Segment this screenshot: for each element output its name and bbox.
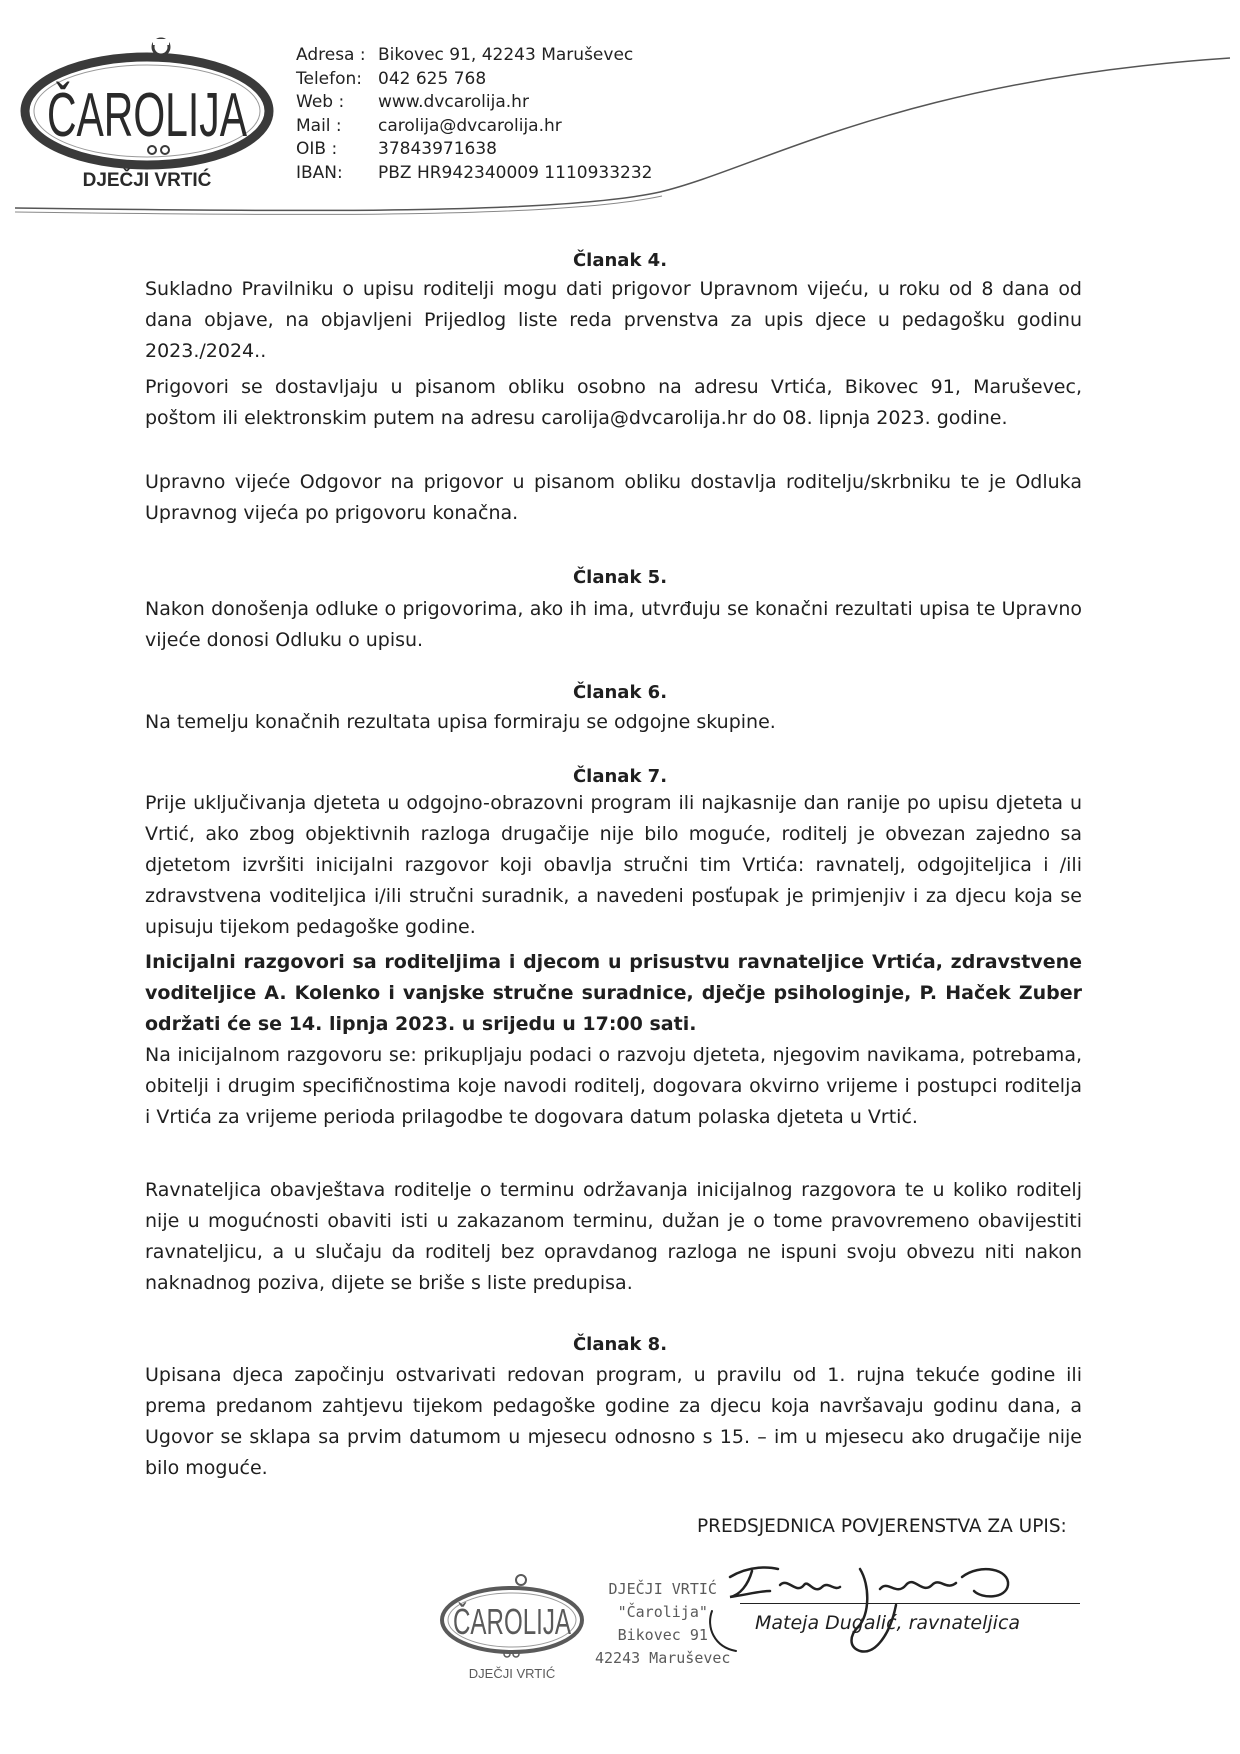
article-6-heading: Članak 6. [572,682,668,703]
carolija-logo [20,36,275,206]
contact-value: 042 625 768 [378,68,487,89]
contact-row-oib [296,138,652,162]
contact-label: Mail : [296,115,342,136]
signature-title: PREDSJEDNICA POVJERENSTVA ZA UPIS: [697,1516,1067,1537]
logo-name-text: ČAROLIJA [47,81,248,150]
stamp-line-3: Bikovec 91 [617,1626,708,1644]
contact-row-mail [296,115,652,139]
handwritten-signature [700,1555,1030,1665]
article-4-paragraph-3: Upravno vijeće Odgovor na prigovor u pisanom obliku dostavlja roditelju/skrbniku te je Odluka Upravnog vijeća po prigovoru konačna. [145,471,1082,524]
contact-row-phone [296,68,652,92]
contact-value: PBZ HR942340009 1110933232 [378,162,653,183]
article-4-heading: Članak 4. [572,250,668,271]
stamp-line-2: "Čarolija" [617,1603,708,1621]
contact-value[interactable]: www.dvcarolija.hr [378,92,529,112]
article-7-heading: Članak 7. [572,766,668,787]
article-6-paragraph-1: Na temelju konačnih rezultata upisa formiraju se odgojne skupine. [145,711,776,733]
stamp-logo [435,1568,590,1688]
article-7-paragraph-1: Prije uključivanja djeteta u odgojno-obrazovni program ili najkasnije dan ranije po upisu djeteta u Vrtić, ako zbog objektivnih razloga drugačije nije bilo moguće, roditelj je obvezan zajedno sa djetetom izvršiti inicijalni razgovor koji obavlja stručni tim Vrtića: ravnatelj, odgojiteljica i /ili zdravstvena voditeljica i/ili stručni suradnik, a navedeni posťupak je primjenjiv i za djecu koja se upisuju tijekom pedagoške godine. [145,792,1082,938]
article-8-heading: Članak 8. [572,1334,668,1355]
contact-label: Telefon: [296,68,363,89]
svg-text:DJEČJI VRTIĆ: DJEČJI VRTIĆ [468,1666,556,1681]
article-7-paragraph-3: Na inicijalnom razgovoru se: prikupljaju podaci o razvoju djeteta, njegovim navikama, potrebama, obitelji i drugim specifičnostima koje navodi roditelj, dogovara okvirno vrijeme i postupci roditelja i Vrtića za vrijeme perioda prilagodbe te dogovara datum polaska djeteta u Vrtić. [145,1044,1082,1128]
stamp-line-4: 42243 Maruševec [595,1649,731,1667]
contact-label: Adresa : [296,45,366,65]
contact-label: Web : [296,92,345,112]
contact-label: OIB : [296,139,338,159]
logo-subtitle-text: DJEČJI VRTIĆ [82,170,212,191]
article-4-paragraph-1: Sukladno Pravilniku o upisu roditelji mogu dati prigovor Upravnom vijeću, u roku od 8 dana od dana objave, na objavljeni Prijedlog liste reda prvenstva za upis djece u pedagošku godinu 2023./2024.. [145,278,1082,362]
article-7-paragraph-4: Ravnateljica obavještava roditelje o terminu održavanja inicijalnog razgovora te u koliko roditelj nije u mogućnosti obaviti isti u zakazanom terminu, dužan je o tome pravovremeno obavijestiti ravnateljicu, a u slučaju da roditelj bez opravdanog razloga ne ispuni svoju obvezu niti nakon naknadnog poziva, dijete se briše s liste predupisa. [145,1179,1082,1294]
article-7-paragraph-2-bold: Inicijalni razgovori sa roditeljima i djecom u prisustvu ravnateljice Vrtića, zdravstvene voditeljice A. Kolenko i vanjske stručne suradnice, dječje psihologinje, P. Haček Zuber održati će se 14. lipnja 2023. u srijedu u 17:00 sati. [145,951,1082,1035]
contact-row-iban [296,162,652,186]
contact-row-web [296,91,652,115]
article-4-paragraph-2: Prigovori se dostavljaju u pisanom obliku osobno na adresu Vrtića, Bikovec 91, Maruševec, poštom ili elektronskim putem na adresu carolija@dvcarolija.hr do 08. lipnja 2023. godine. [145,376,1082,429]
article-8-paragraph-1: Upisana djeca započinju ostvarivati redovan program, u pravilu od 1. rujna tekuće godine ili prema predanom zahtjevu tijekom pedagoške godine za djecu koja navršavaju godinu dana, a Ugovor se sklapa sa prvim datumom u mjesecu odnosno s 15. – im u mjesecu ako drugačije nije bilo moguće. [145,1364,1082,1479]
contact-row-address [296,44,652,68]
article-5-heading: Članak 5. [572,567,668,588]
contact-value: Bikovec 91, 42243 Maruševec [378,45,634,65]
article-5-paragraph-1: Nakon donošenja odluke o prigovorima, ako ih ima, utvrđuju se konačni rezultati upisa te Upravno vijeće donosi Odluku o upisu. [145,598,1082,651]
contact-value[interactable]: carolija@dvcarolija.hr [378,115,562,136]
contact-value: 37843971638 [378,139,497,159]
contact-label: IBAN: [296,162,343,183]
stamp-line-1: DJEČJI VRTIĆ [608,1580,717,1598]
contact-info [296,44,652,185]
svg-text:ČAROLIJA: ČAROLIJA [453,1601,571,1642]
signature-name: Mateja Dugalić, ravnateljica [755,1612,1021,1634]
